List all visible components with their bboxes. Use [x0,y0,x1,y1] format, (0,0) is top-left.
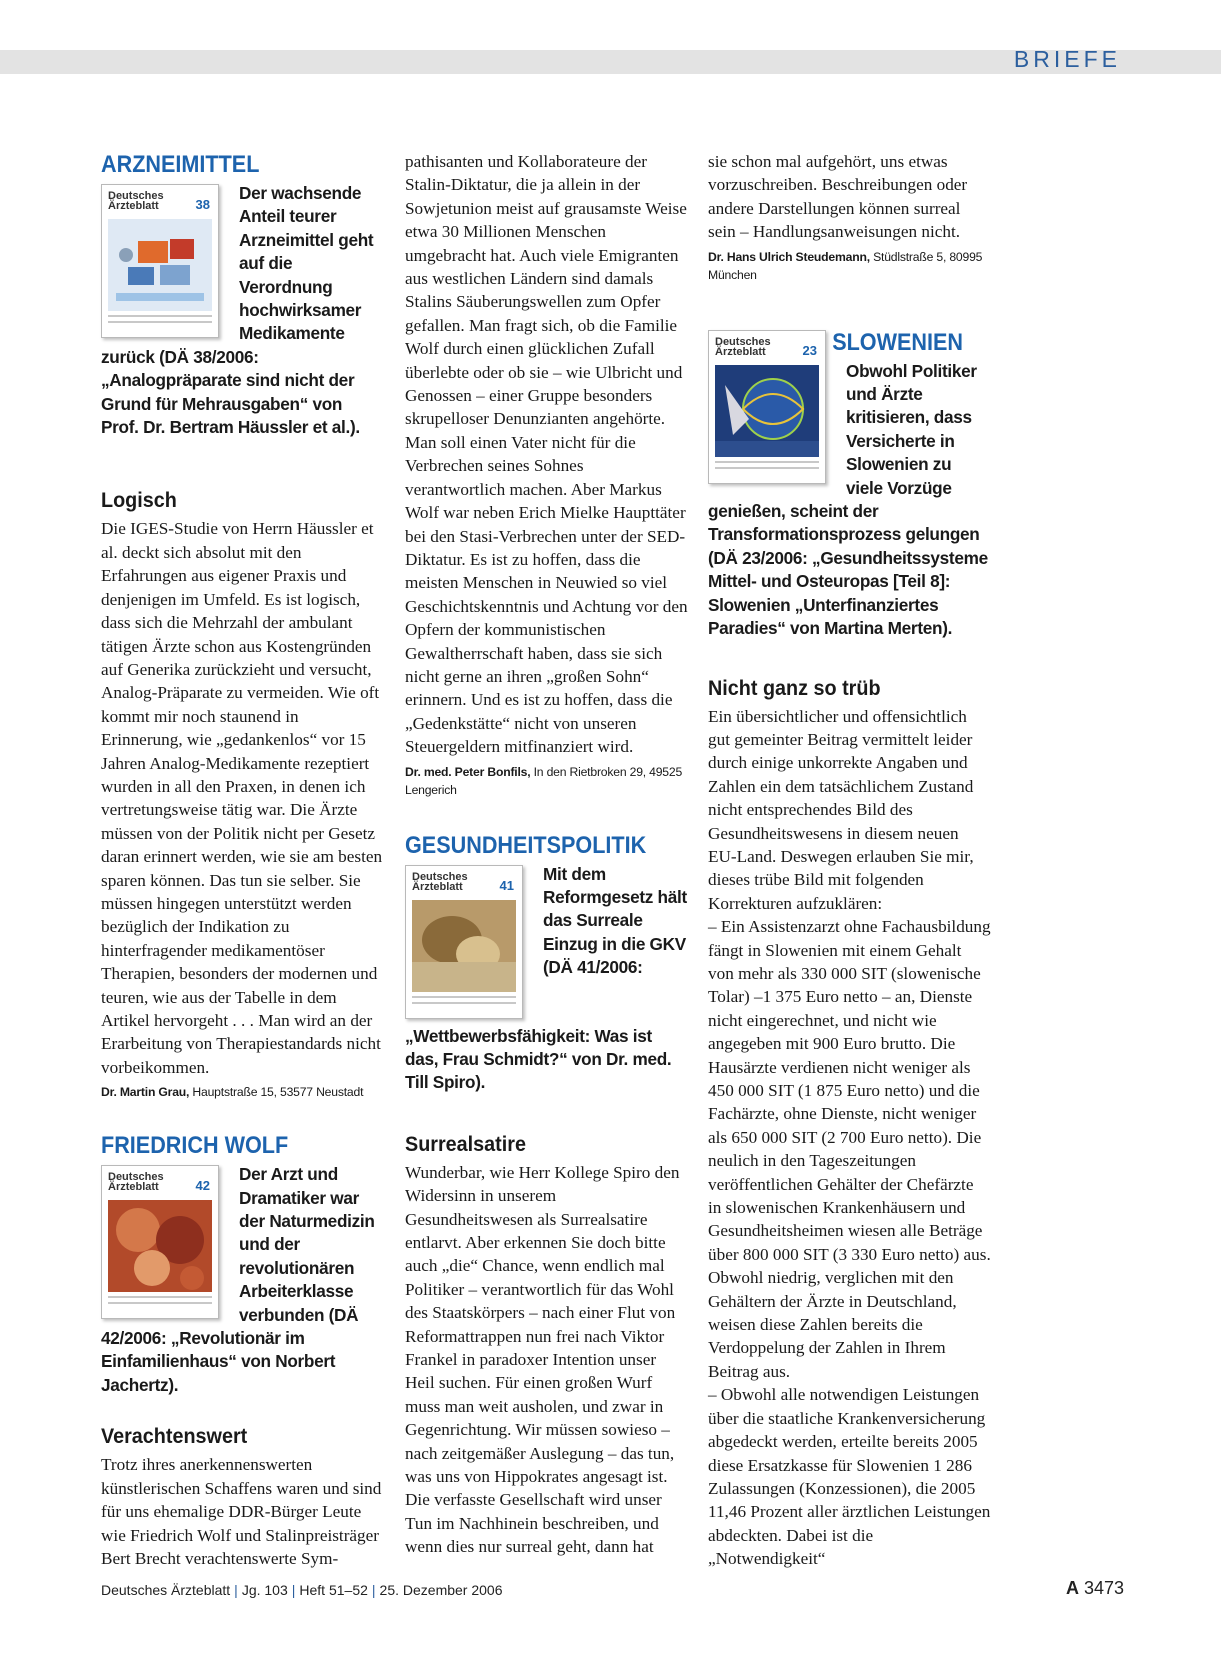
cover-illustration [108,219,212,311]
signature-address: Stüdlstraße 5, 80995 München [708,249,983,282]
intro-block [405,863,688,1095]
cover-caption-rule [108,1296,212,1298]
column-1 [101,150,384,1570]
page-number [1066,1578,1124,1599]
intro-text: Mit dem Reformgesetz hält das Surreale Einzug in die GKV (DÄ 41/2006: „Wettbewerbsfähigkeit: Was ist das, Frau Schmidt?“ von Dr. med. Till Spiro). [405,863,687,1093]
letter-heading: Verachtenswert [101,1424,248,1449]
cover-masthead: Deutsches Ärzteblatt [108,1171,164,1194]
letter-body: Trotz ihres anerkennenswerten künstlerischen Schaffens waren und sind für uns ehemalige DDR-Bürger Leute wie Friedrich Wolf und Stalinpreisträger Bert Brecht verachtenswerte Sym- [101,1455,382,1568]
letter-body-continued: pathisanten und Kollaborateure der Stalin-Diktatur, die ja allein in der Sowjetunion meist auf grausamste Weise etwa 30 Millionen Menschen umgebracht hat. Auch viele Emigranten aus westlichen Ländern sind damals Stalins Säuberungswellen zum Opfer gefallen. Man fragt sich, ob die Familie Wolf durch einen glücklichen Zufall überlebte oder ob sie – wie Ulbricht und Genossen – einer Gruppe besonders skrupelloser Denunzianten angehörte. Man soll einen Vater nicht für die Verbrechen seines Sohnes verantwortlich machen. Aber Markus Wolf war neben Erich Mielke Haupttäter bei den Stasi-Verbrechen unter der SED-Diktatur. Es ist zu hoffen, dass die meisten Menschen in Neuwied so viel Geschichtskenntnis und Achtung vor den Opfern der kommunistischen Gewaltherrschaft haben, dass sie sich nicht gerne an ihren „großen Sohn“ erinnern. Und es ist zu hoffen, dass die „Gedenkstätte“ nicht von unseren Steuergeldern mitfinanziert wird. [405,152,688,757]
magazine-cover-thumbnail [101,184,219,338]
journal-name: Deutsches Ärzteblatt [101,1582,231,1598]
letter-heading: Logisch [101,488,177,513]
cover-masthead: Deutsches Ärzteblatt [412,870,468,893]
page-number-value: 3473 [1083,1578,1124,1598]
letter-heading: Surrealsatire [405,1131,526,1156]
cover-caption-rule [108,1302,212,1304]
signature-address: In den Rietbroken 29, 49525 Lengerich [405,764,683,797]
letter-body: Wunderbar, wie Herr Kollege Spiro den Widersinn in unserem Gesundheitswesen als Surrealsatire entlarvt. Aber erkennen Sie doch bitte auch „die“ Chance, wenn endlich mal Politiker – verantwortlich für das Wohl des Staatskörpers – nach einer Flut von Reformattrappen nun frei nach Viktor Frankel in paradoxer Intention unser Heil suchen. Für einen großen Wurf muss man weit ausholen, und zwar in Gegenrichtung. Wir müssen sowieso – nach zeitgemäßer Auslegung – das tun, was uns von Hippokrates angesagt ist. Die verfasste Gesellschaft wird unser Tun im Nachhinein beschreiben, und wenn dies nur surreal geht, dann hat [405,1162,680,1557]
cover-masthead: Deutsches Ärzteblatt [715,335,771,358]
letter-heading: Nicht ganz so trüb [708,675,881,700]
signature-name: Dr. Hans Ulrich Steudemann, [708,249,870,264]
page-prefix: A [1065,1578,1079,1598]
letter-signature [405,763,688,799]
intro-block [708,328,991,641]
intro-block [101,1163,384,1397]
cover-issue-number: 38 [195,197,210,212]
letter-body: Die IGES-Studie von Herrn Häussler et al. deckt sich absolut mit den Erfahrungen aus eigener Praxis und denjenigen im Umfeld. Es ist logisch, dass sich die Mehrzahl der ambulant tätigen Ärzte schon aus Kostengründen auf Generika zurückzieht und versucht, Analog-Präparate zu vermeiden. Wie oft kommt mir noch staunend in Erinnerung, wie „gedankenlos“ vor 15 Jahren Analog-Medikamente rezeptiert wurden in all den Praxen, in denen ich vertretungsweise tätig war. Die Ärzte müssen von der Politik nicht per Gesetz daran erinnert werden, wie sie am besten sparen können. Das tun sie selber. Sie müssen hingegen unterstützt werden bezüglich der Indikation zu hinterfragender medikamentöser Therapien, besonders der modernen und teuren, wie aus der Tabelle in dem Artikel hervorgeht . . . Man wird an der Erarbeitung von Therapiestandards nicht vorbeikommen. [101,519,383,1077]
rubric-friedrich-wolf: FRIEDRICH WOLF [101,1132,289,1160]
intro-block [101,182,384,439]
footer-separator: | [371,1582,376,1598]
cover-caption-rule [108,315,212,317]
signature-address: Hauptstraße 15, 53577 Neustadt [189,1085,364,1100]
cover-illustration [412,900,516,992]
letter-body: – Obwohl alle notwendigen Leistungen über die staatliche Krankenversicherung abgedeckt werden, erteilte bereits 2005 diese Ersatzkasse für Slowenien 1 286 Zulassungen (Konzessionen), die 2005 11,46 Prozent aller ärztlichen Leistungen abdeckten. Dabei ist die „Notwendigkeit“ [708,1385,991,1569]
letter-signature [101,1083,384,1101]
letter-body: Ein übersichtlicher und offensichtlich gut gemeinter Beitrag vermittelt leider durch einige unkorrekte Angaben und Zahlen ein dem tatsächlichem Zustand nicht entsprechendes Bild des Gesundheitswesens in diesem neuen EU-Land. Deswegen erlauben Sie mir, dieses trübe Bild mit folgenden Korrekturen aufzuklären: [708,706,974,913]
cover-caption-rule [108,321,212,323]
letter-body-continued: sie schon mal aufgehört, uns etwas vorzuschreiben. Beschreibungen oder andere Darstellungen können surreal sein – Handlungsanweisungen nicht. [708,152,968,242]
letter-signature [708,248,991,284]
column-3 [708,150,991,1571]
cover-issue-number: 41 [499,877,514,893]
journal-issue: Heft 51–52 [299,1582,368,1598]
footer-separator: | [234,1582,238,1598]
rubric-slowenien: SLOWENIEN [832,328,964,356]
cover-caption-rule [715,461,819,463]
letter-body: – Ein Assistenzarzt ohne Fachausbildung fängt in Slowenien mit einem Gehalt von mehr als 330 000 SIT (slowenische Tolar) –1 375 Euro netto – an, Dienste nicht eingerechnet, und nicht wie angegeben mit 900 Euro brutto. Die Hausärzte verdienen nicht weniger als 450 000 SIT (1 875 Euro netto) und die Fachärzte, ohne Dienste, nicht weniger als 650 000 SIT (2 700 Euro netto). Die neulich in den Tageszeitungen veröffentlichen Gehälter der Chefärzte in slowenischen Krankenhäusern und Gesundheitsheimen wiesen alle Beträge über 800 000 SIT (3 330 Euro netto) aus. Obwohl niedrig, verglichen mit den Gehältern der Ärzte in Deutschland, weisen diese Zahlen bereits die Verdoppelung der Zahlen in Ihrem Beitrag aus. [708,917,991,1381]
cover-masthead: Deutsches Ärzteblatt [108,190,164,212]
footer-separator: | [291,1582,296,1598]
cover-illustration [108,1200,212,1292]
signature-name: Dr. med. Peter Bonfils, [405,764,531,779]
intro-text: Der Arzt und Dramatiker war der Naturmedizin und der revolutionären Arbeiterklasse verbunden (DÄ 42/2006: „Revolutionär im Einfamilienhaus“ von Norbert Jachertz). [101,1164,375,1395]
rubric-arzneimittel: ARZNEIMITTEL [101,151,260,178]
intro-text: Der wachsende Anteil teurer Arzneimittel geht auf die Verordnung hochwirksamer Medikamente zurück (DÄ 38/2006: „Analogpräparate sind nicht der Grund für Mehrausgaben“ von Prof. Dr. Bertram Häussler et al.). [101,183,374,438]
journal-date: 25. Dezember 2006 [379,1582,503,1598]
cover-illustration [715,365,819,457]
rubric-gesundheitspolitik: GESUNDHEITSPOLITIK [405,831,647,859]
signature-name: Dr. Martin Grau, [101,1085,190,1100]
cover-caption-rule [412,1002,516,1004]
magazine-cover-thumbnail [405,865,523,1019]
magazine-cover-thumbnail [101,1165,219,1319]
cover-caption-rule [412,996,516,998]
column-2 [405,150,688,1559]
intro-text: Obwohl Politiker und Ärzte kritisieren, dass Versicherte in Slowenien zu viele Vorzüge genießen, scheint der Transformationsprozess gelungen (DÄ 23/2006: „Gesundheitssysteme Mittel- und Osteuropas [Teil 8]: Slowenien „Unterfinanziertes Paradies“ von Martina Merten). [708,360,988,639]
section-label: BRIEFE [1013,46,1121,72]
cover-issue-number: 42 [195,1178,210,1194]
journal-volume: Jg. 103 [241,1582,288,1598]
page-footer [101,1582,503,1598]
cover-caption-rule [715,467,819,469]
cover-issue-number: 23 [802,342,817,358]
